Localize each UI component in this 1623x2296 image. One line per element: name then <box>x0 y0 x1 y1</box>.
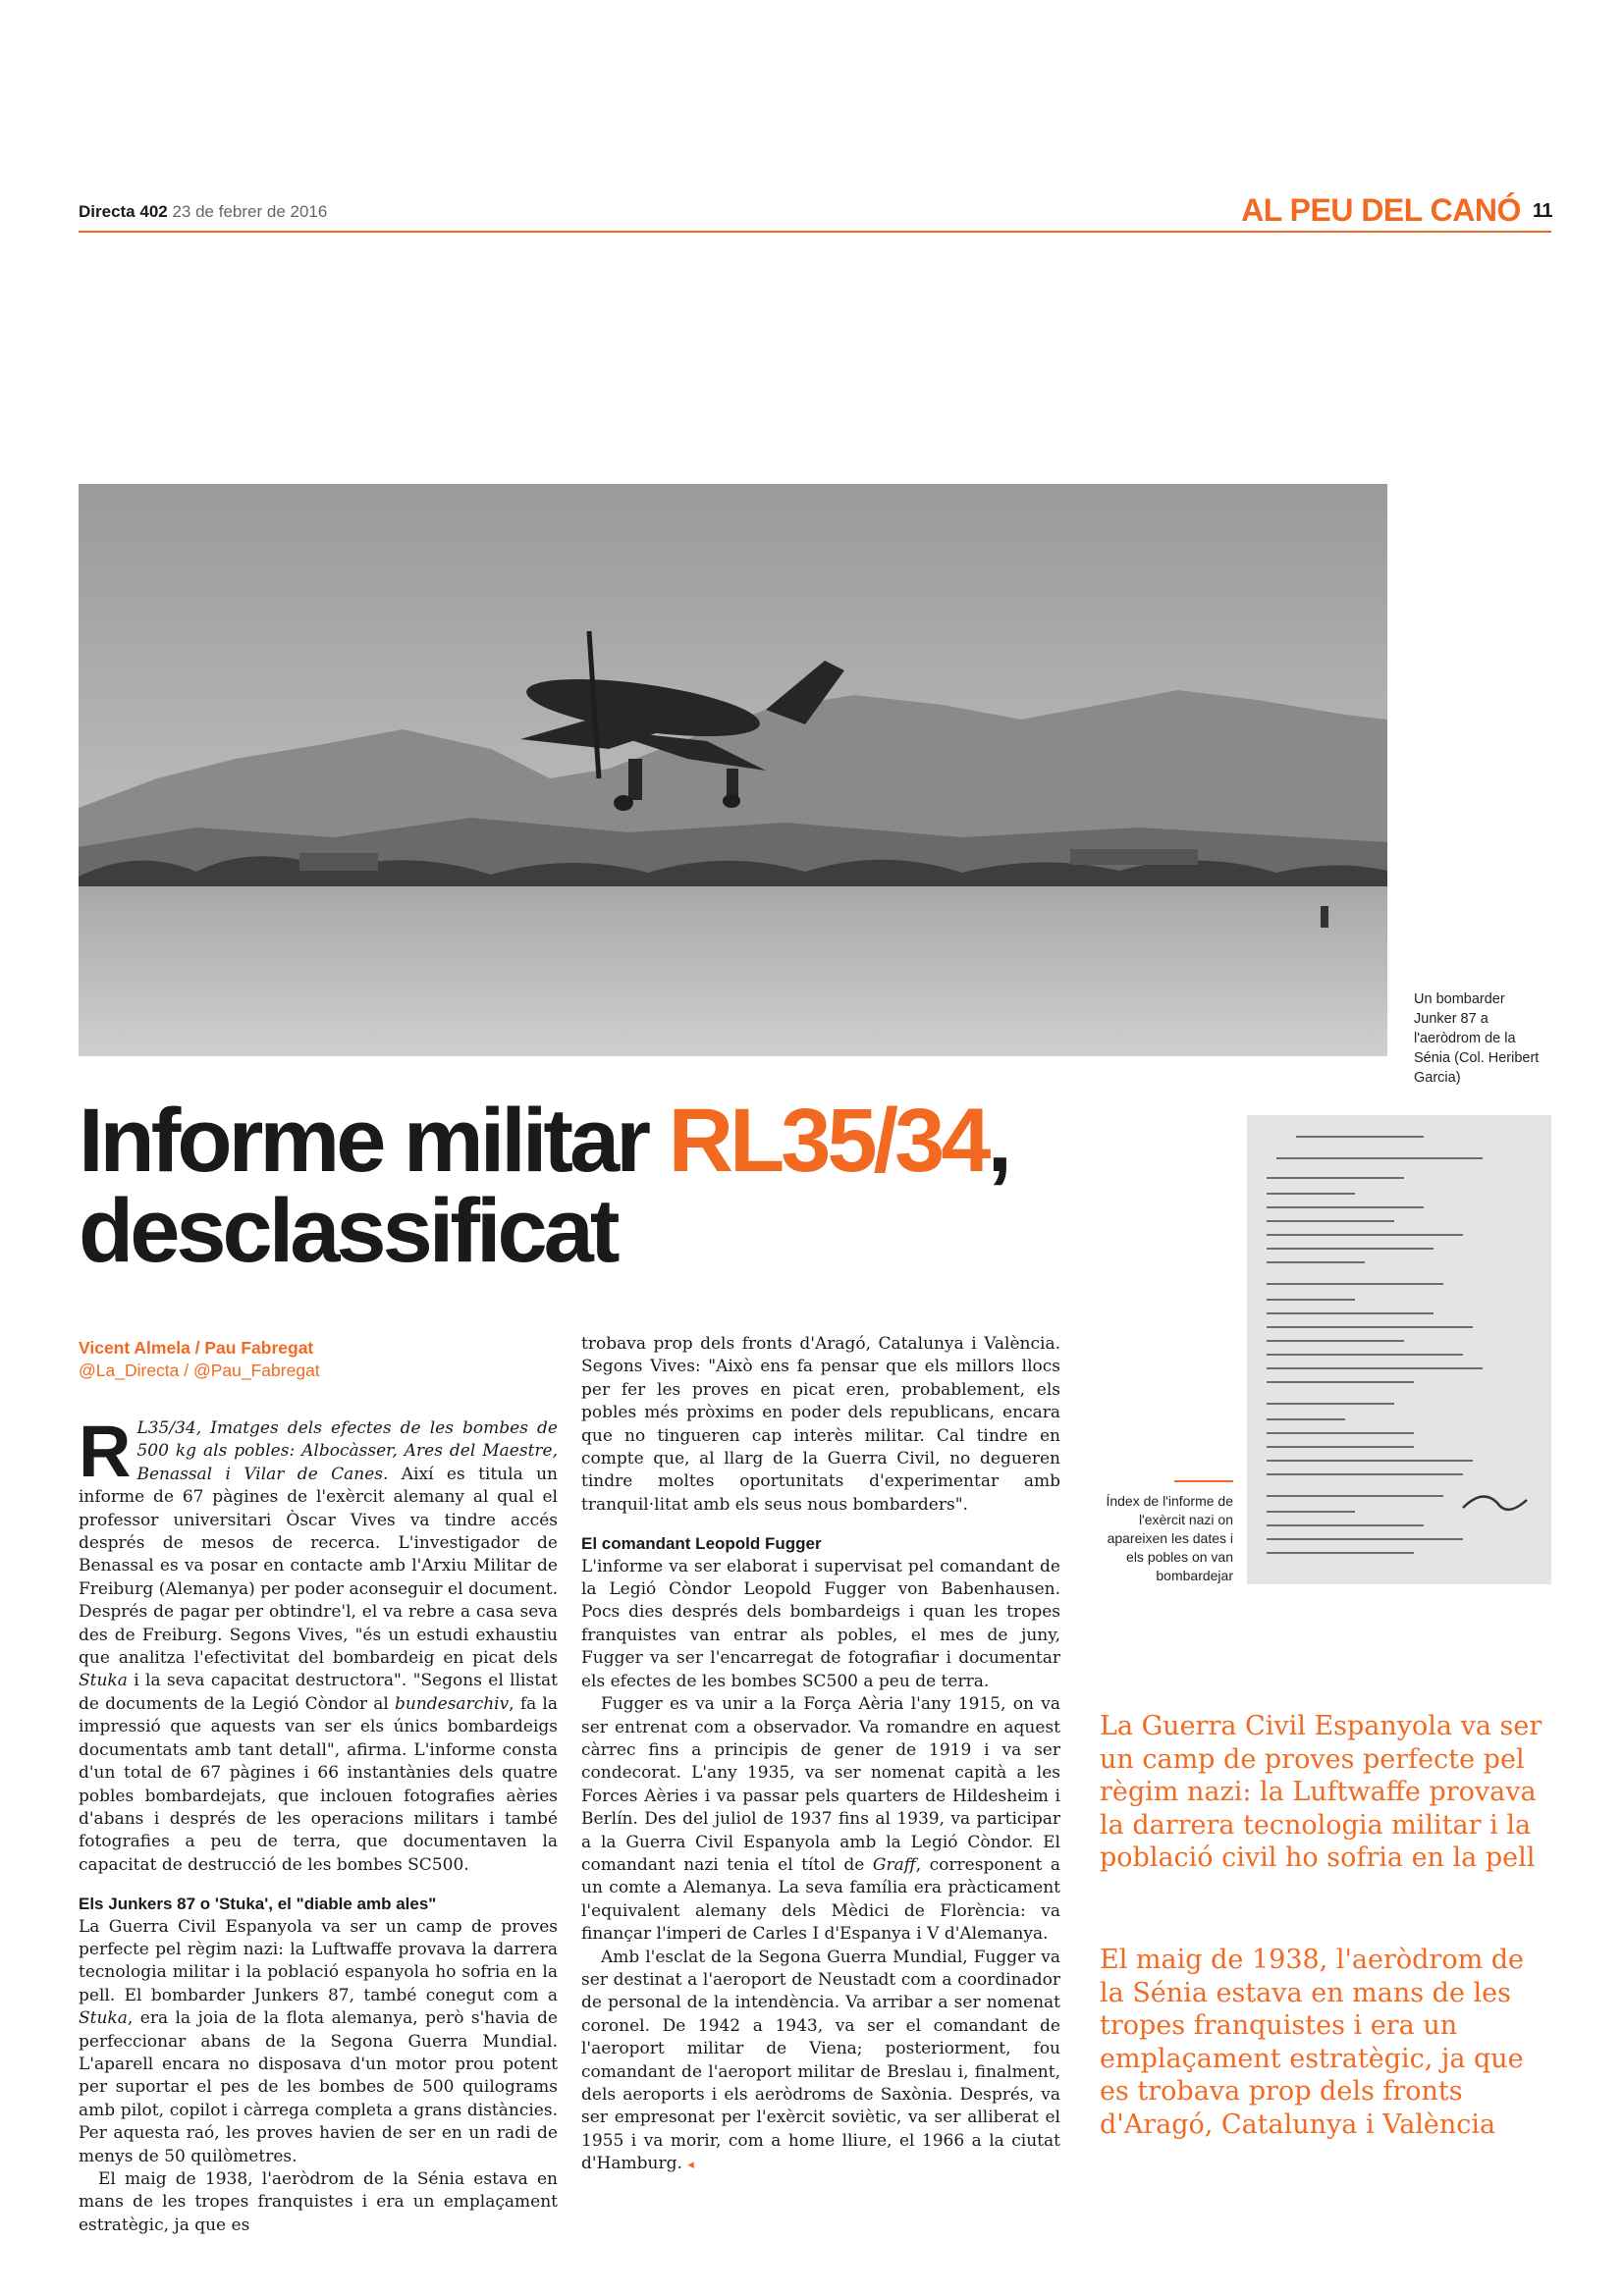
masthead-info <box>79 202 327 222</box>
subheading: Els Junkers 87 o 'Stuka', el "diable amb ales" <box>79 1895 437 1914</box>
paragraph-text: i la seva capacitat destructora". "Segons el llistat de documents de la Legió Còndor al <box>79 1671 558 1714</box>
subheading: El comandant Leopold Fugger <box>581 1534 822 1554</box>
paragraph-text: , corresponent a un comte a Alemanya. La seva família era pràcticament l'equivalent alemany dels Mèdici de Florència: va finançar l'imperi de Carles I d'Espanya i V d'Alemanya. <box>581 1854 1060 1945</box>
paragraph-text: La Guerra Civil Espanyola va ser un camp de proves perfecte pel règim nazi: la Luftwaffe provava la darrera tecnologia militar i la població espanyola ho sofria en la pell. El bombarder Junkers 87, també conegut com a <box>79 1916 558 2005</box>
drop-cap: R <box>79 1411 132 1492</box>
article-column-2 <box>581 1333 1060 2177</box>
caption-rule <box>1174 1480 1233 1482</box>
article-paragraph <box>581 1947 1060 2177</box>
italic-term: bundesarchiv <box>394 1693 510 1714</box>
paragraph-text: Amb l'esclat de la Segona Guerra Mundial, Fugger va ser destinat a l'aeroport de Neustadt com a coordinador de personal de la intendència. Va arribar a ser nomenat coronel. De 1942 a 1943, va ser el comandant de l'aeroport militar de Viena; posteriorment, fou comandant de l'aeroport militar de Breslau i, finalment, dels aeroports i els aeròdroms de Saxònia. Després, va ser empresonat per l'exèrcit soviètic, va ser alliberat el 1955 i va morir, com a home lliure, el 1966 a la ciutat d'Hamburg. <box>581 1947 1060 2174</box>
italic-term: Graff <box>872 1854 916 1875</box>
headline-comma: , <box>987 1091 1009 1191</box>
article-paragraph: El maig de 1938, l'aeròdrom de la Sénia estava en mans de les tropes franquistes i era un emplaçament estratègic, ja que es <box>79 2169 558 2235</box>
pull-quote: El maig de 1938, l'aeròdrom de la Sénia estava en mans de les tropes franquistes i era un emplaçament estratègic, ja que es trobava prop dels fronts d'Aragó, Catalunya i València <box>1100 1945 1525 2140</box>
pull-quote: La Guerra Civil Espanyola va ser un camp de proves perfecte pel règim nazi: la Luftwaffe provava la darrera tecnologia militar i la població civil ho sofria en la pell <box>1100 1711 1542 1873</box>
article-column-1 <box>79 1411 559 2237</box>
header-rule <box>79 231 1551 233</box>
end-mark-icon: ◂ <box>687 2158 694 2173</box>
article-paragraph: L'informe va ser elaborat i supervisat pel comandant de la Legió Còndor Leopold Fugger von Babenhausen. Pocs dies després dels bombardeigs i quan les tropes franquistes van entrar als pobles, el mes de juny, Fugger va ser l'encarregat de fotografiar i documentar els efectes de les bombes SC500 a peu de terra. <box>581 1556 1060 1691</box>
report-title-italic: L35/34, Imatges dels efectes de les bombes de 500 kg als pobles: Albocàsser, Ares del Maestre, Benassal i Vilar de Canes. <box>136 1418 558 1484</box>
paragraph-text: Així es titula un informe de 67 pàgines de l'exèrcit alemany al qual el professor universitari Òscar Vives va tindre accés després de mesos de recerca. L'investigador de Benassal es va posar en contacte amb l'Arxiu Militar de Freiburg (Alemanya) per poder aconseguir el document. Després de pagar per obtindre'l, el va rebre a casa seva des de Freiburg. Segons Vives, "és un estudi exhaustiu que analitza l'efectivitat del bombardeig en picat dels <box>79 1464 558 1669</box>
byline-handles: @La_Directa / @Pau_Fabregat <box>79 1361 320 1380</box>
italic-term: Stuka <box>79 2008 128 2029</box>
photo-caption: Un bombarder Junker 87 a l'aeròdrom de la Sénia (Col. Heribert Garcia) <box>1414 991 1540 1086</box>
article-paragraph: trobava prop dels fronts d'Aragó, Catalunya i València. Segons Vives: "Això ens fa pensar que els millors llocs per fer les proves en picat eren, probablement, els pobles més pròxims en poder dels republicans, encara que no tingueren cap interès militar. Cal tindre en compte que, al llarg de la Guerra Civil, no degueren tindre moltes oportunitats d'experimentar amb tranquil·litat amb els seus nous bombarders". <box>581 1334 1060 1515</box>
article-paragraph <box>79 1916 558 2168</box>
report-index-image <box>1247 1115 1551 1584</box>
headline-part1: Informe militar <box>79 1091 669 1191</box>
byline-authors: Vicent Almela / Pau Fabregat <box>79 1338 314 1358</box>
article-paragraph <box>79 1411 559 1877</box>
section-header <box>1241 192 1552 229</box>
paragraph-text: , fa la impressió que aquests van ser els únics bombardeigs documentats amb tant detall", afirma. L'informe consta d'un total de 67 pàgines i 66 instantànies dels quatre pobles bombardejats, que inclouen fotografies aèries d'abans i després de les operacions militars i també fotografies a peu de terra, que documentaven la capacitat de destrucció de les bombes SC500. <box>79 1693 559 1875</box>
stuka-photo <box>79 484 1387 1056</box>
headline <box>79 1091 1237 1281</box>
paragraph-text: , era la joia de la flota alemanya, però s'havia de perfeccionar abans de la Segona Guerra Mundial. L'aparell encara no disposava d'un motor prou potent per suportar el pes de les bombes de 500 quilograms amb pilot, copilot i càrrega completa a grans distàncies. Per aquesta raó, les proves havien de ser en un radi de menys de 50 quilòmetres. <box>79 2008 558 2166</box>
section-title: AL PEU DEL CANÓ <box>1241 192 1521 228</box>
headline-highlight: RL35/34 <box>668 1091 988 1191</box>
paragraph-text: Fugger es va unir a la Força Aèria l'any 1915, on va ser entrenat com a observador. Va romandre en aquest càrrec fins a principis de gener de 1919 i va ser condecorat. L'any 1935, va ser nomenat capità a les Forces Aèries i va passar pels quarters de Hildesheim i Berlín. Des del juliol de 1937 fins al 1939, va participar a la Guerra Civil Espanyola amb la Legió Còndor. El comandant nazi tenia el títol de <box>581 1694 1060 1875</box>
publication-name: Directa 402 <box>79 202 168 221</box>
report-image-caption: Índex de l'informe de l'exèrcit nazi on apareixen les dates i els pobles on van bombardejar <box>1106 1493 1233 1583</box>
headline-line2: desclassificat <box>79 1181 617 1281</box>
issue-date: 23 de febrer de 2016 <box>172 202 328 221</box>
article-paragraph <box>581 1693 1060 1946</box>
italic-term: Stuka <box>79 1671 128 1691</box>
page-number: 11 <box>1532 200 1552 222</box>
